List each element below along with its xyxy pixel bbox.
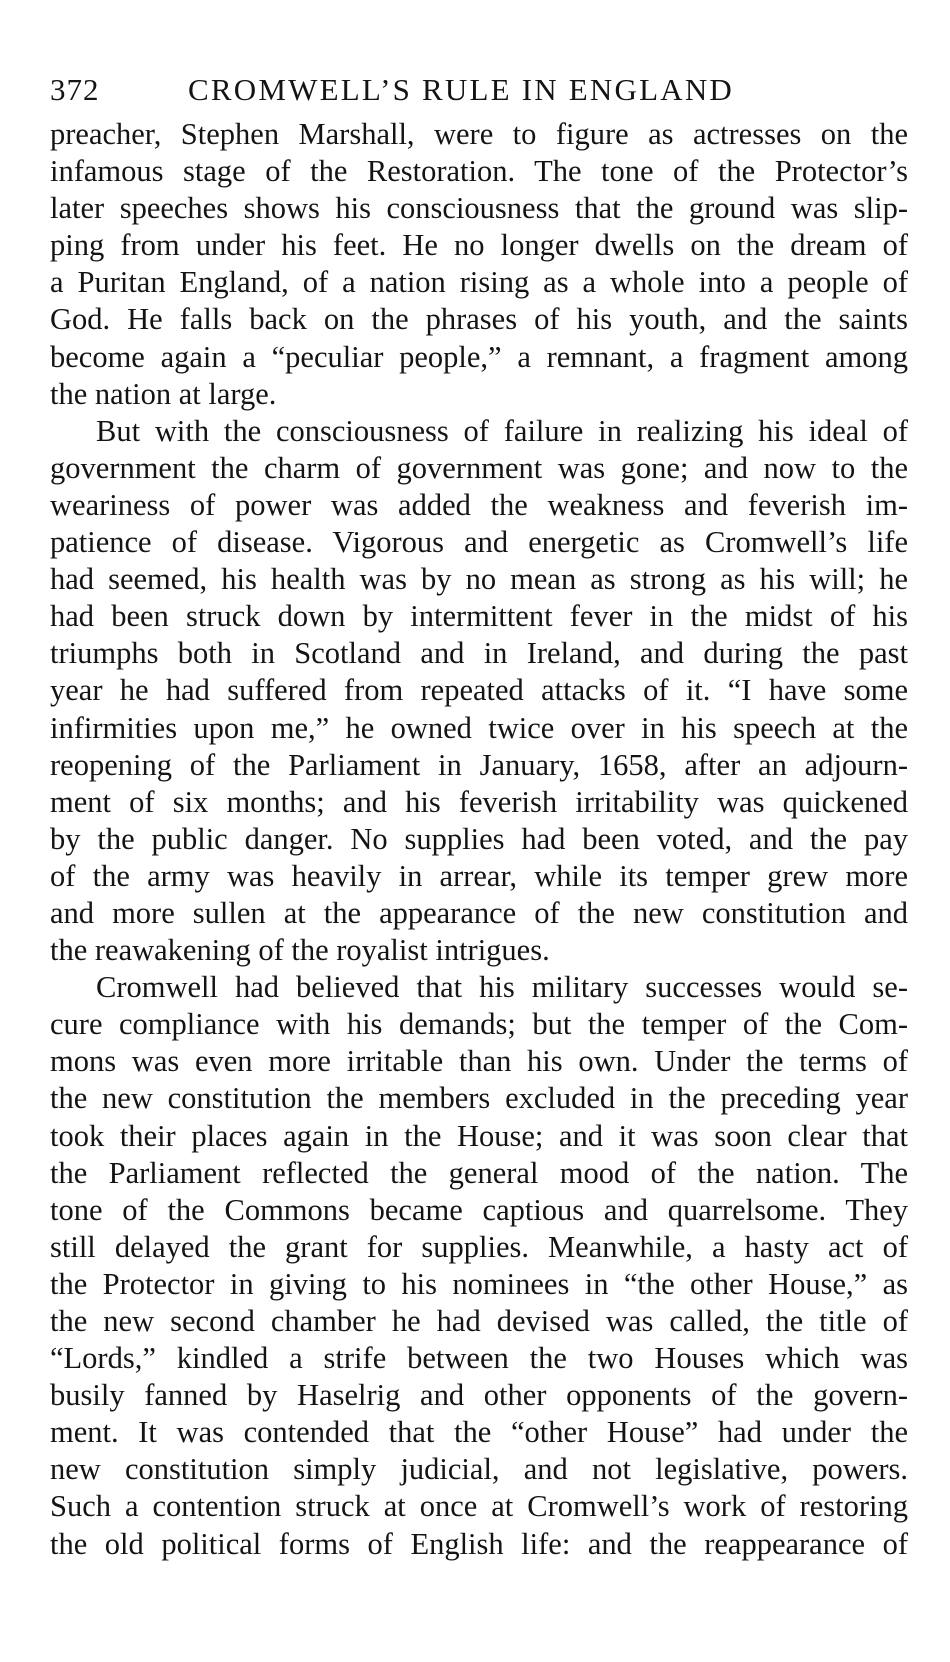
text-line: ment. It was contended that the “other House” had under the [50, 1415, 908, 1450]
text-line: tone of the Commons became captious and quarrelsome. They [50, 1192, 908, 1227]
text-line: had been struck down by intermittent fever in the midst of his [50, 599, 908, 634]
text-line: infamous stage of the Restoration. The tone of the Protector’s [50, 154, 908, 189]
text-line: weariness of power was added the weakness and feverish im- [50, 487, 908, 522]
running-title: CROMWELL’S RULE IN ENGLAND [188, 72, 734, 107]
text-line: the nation at large. [50, 376, 277, 411]
text-line: become again a “peculiar people,” a remnant, a fragment among [50, 339, 908, 374]
page-number: 372 [50, 72, 100, 107]
text-line: cure compliance with his demands; but the temper of the Com- [50, 1007, 908, 1042]
text-line: the new constitution the members excluded in the preceding year [50, 1081, 908, 1116]
text-line: of the army was heavily in arrear, while its temper grew more [50, 858, 908, 893]
text-line: infirmities upon me,” he owned twice over in his speech at the [50, 710, 908, 745]
text-line: new constitution simply judicial, and not legislative, powers. [50, 1452, 908, 1487]
paragraph [50, 116, 908, 413]
text-line: triumphs both in Scotland and in Ireland, and during the past [50, 636, 908, 671]
paragraph [50, 413, 908, 969]
text-line: took their places again in the House; and it was soon clear that [50, 1118, 908, 1153]
text-line: year he had suffered from repeated attacks of it. “I have some [50, 673, 908, 708]
text-line: Such a contention struck at once at Cromwell’s work of restoring [50, 1489, 908, 1524]
text-line: and more sullen at the appearance of the new constitution and [50, 895, 908, 930]
text-line: still delayed the grant for supplies. Meanwhile, a hasty act of [50, 1229, 908, 1264]
body-text [50, 116, 908, 1563]
text-line: God. He falls back on the phrases of his youth, and the saints [50, 302, 908, 337]
text-line: the old political forms of English life: and the reappearance of [50, 1526, 908, 1561]
text-line: had seemed, his health was by no mean as strong as his will; he [50, 562, 908, 597]
text-line: busily fanned by Haselrig and other opponents of the govern- [50, 1378, 908, 1413]
text-line: by the public danger. No supplies had been voted, and the pay [50, 821, 908, 856]
text-line: the new second chamber he had devised was called, the title of [50, 1304, 908, 1338]
text-line: the reawakening of the royalist intrigues. [50, 933, 550, 968]
text-line: a Puritan England, of a nation rising as a whole into a people of [50, 265, 908, 300]
page-header [50, 72, 908, 116]
book-page [50, 72, 908, 1563]
text-line: mons was even more irritable than his own. Under the terms of [50, 1044, 908, 1079]
text-line: government the charm of government was gone; and now to the [50, 450, 908, 485]
text-line: reopening of the Parliament in January, 1658, after an adjourn- [50, 747, 908, 782]
text-line: ment of six months; and his feverish irritability was quickened [50, 784, 908, 819]
text-line: patience of disease. Vigorous and energetic as Cromwell’s life [50, 525, 908, 560]
text-line: ping from under his feet. He no longer dwells on the dream of [50, 228, 908, 263]
paragraph [50, 969, 908, 1563]
text-line: the Parliament reflected the general mood of the nation. The [50, 1155, 908, 1190]
text-line: Cromwell had believed that his military successes would se- [96, 970, 908, 1005]
text-line: the Protector in giving to his nominees in “the other House,” as [50, 1266, 908, 1301]
text-line: But with the consciousness of failure in realizing his ideal of [96, 413, 908, 448]
text-line: “Lords,” kindled a strife between the two Houses which was [50, 1341, 908, 1376]
text-line: later speeches shows his consciousness that the ground was slip- [50, 191, 908, 226]
text-line: preacher, Stephen Marshall, were to figure as actresses on the [50, 117, 908, 151]
